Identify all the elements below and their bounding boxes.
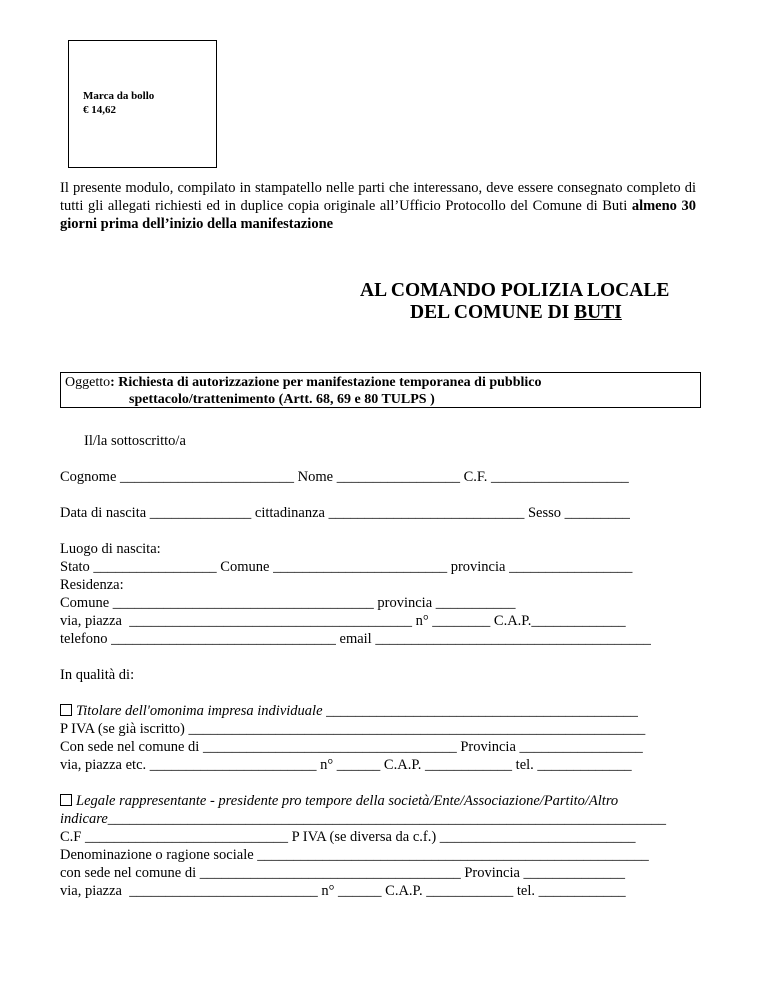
indicare-field[interactable] bbox=[60, 810, 666, 828]
checkbox-icon[interactable] bbox=[60, 794, 72, 806]
heading-prefix: DEL COMUNE DI bbox=[410, 302, 575, 323]
via-etc-field[interactable]: via, piazza etc. _______________________ n° ______ C.A.P. ____________ tel. _____________ bbox=[60, 757, 632, 773]
titolare-label: Titolare dell'omonima impresa individuale bbox=[76, 703, 323, 719]
residenza-label: Residenza: bbox=[60, 577, 124, 593]
titolare-fill: ___________________________________________ bbox=[322, 703, 638, 719]
residenza-via-field[interactable]: via, piazza _______________________________________ n° ________ C.A.P._____________ bbox=[60, 613, 626, 629]
stato-comune-provincia-field[interactable]: Stato _________________ Comune ________________________ provincia _________________ bbox=[60, 559, 633, 575]
legale-option[interactable] bbox=[60, 792, 618, 810]
intro-paragraph bbox=[60, 179, 696, 233]
heading-line-2 bbox=[360, 302, 700, 324]
heading-comune: BUTI bbox=[574, 302, 622, 323]
stamp-text bbox=[83, 89, 154, 117]
subject-label: Oggetto bbox=[65, 375, 111, 390]
cf-piva-field[interactable]: C.F ____________________________ P IVA (se diversa da c.f.) ___________________________ bbox=[60, 829, 636, 845]
residenza-comune-field[interactable]: Comune ____________________________________ provincia ___________ bbox=[60, 595, 516, 611]
subject-line-1: : Richiesta di autorizzazione per manifestazione temporanea di pubblico bbox=[110, 375, 542, 390]
checkbox-icon[interactable] bbox=[60, 704, 72, 716]
intro-text: Il presente modulo, compilato in stampatello nelle parti che interessano, deve essere consegnato completo di tutti gli allegati richiesti ed in duplice copia originale all’Ufficio Protocollo del Comune di Buti bbox=[60, 180, 696, 214]
indicare-fill: _____________________________________________________________________________ bbox=[107, 811, 667, 827]
subject-box bbox=[60, 372, 701, 408]
via2-field[interactable]: via, piazza __________________________ n° ______ C.A.P. ____________ tel. ____________ bbox=[60, 883, 626, 899]
cognome-nome-cf-field[interactable]: Cognome ________________________ Nome _________________ C.F. ___________________ bbox=[60, 469, 629, 485]
stamp-line-1: Marca da bollo bbox=[83, 90, 155, 102]
subject-line-2: spettacolo/trattenimento (Artt. 68, 69 e 80 TULPS ) bbox=[129, 392, 435, 407]
piva-field[interactable]: P IVA (se già iscritto) _______________________________________________________________ bbox=[60, 721, 646, 737]
intro-bold: almeno 30 giorni prima dell’inizio della manifestazione bbox=[60, 198, 697, 232]
luogo-nascita-label: Luogo di nascita: bbox=[60, 541, 161, 557]
sede2-comune-field[interactable]: con sede nel comune di ____________________________________ Provincia ______________ bbox=[60, 865, 626, 881]
telefono-email-field[interactable]: telefono _______________________________ email ______________________________________ bbox=[60, 631, 651, 647]
revenue-stamp-box bbox=[68, 40, 217, 168]
stamp-line-2: € 14,62 bbox=[83, 104, 116, 116]
indicare-label: indicare bbox=[60, 811, 108, 827]
recipient-heading bbox=[360, 280, 700, 324]
qualita-label: In qualità di: bbox=[60, 667, 135, 683]
titolare-option[interactable] bbox=[60, 702, 638, 720]
sottoscritto-label: Il/la sottoscritto/a bbox=[84, 433, 186, 449]
sede-comune-field[interactable]: Con sede nel comune di ___________________________________ Provincia _________________ bbox=[60, 739, 643, 755]
denominazione-field[interactable]: Denominazione o ragione sociale ______________________________________________________ bbox=[60, 847, 649, 863]
legale-label: Legale rappresentante - presidente pro tempore della società/Ente/Associazione/Partito/Altro bbox=[76, 793, 619, 809]
heading-line-1: AL COMANDO POLIZIA LOCALE bbox=[360, 280, 670, 301]
nascita-cittadinanza-sesso-field[interactable]: Data di nascita ______________ cittadinanza ___________________________ Sesso _________ bbox=[60, 505, 630, 521]
